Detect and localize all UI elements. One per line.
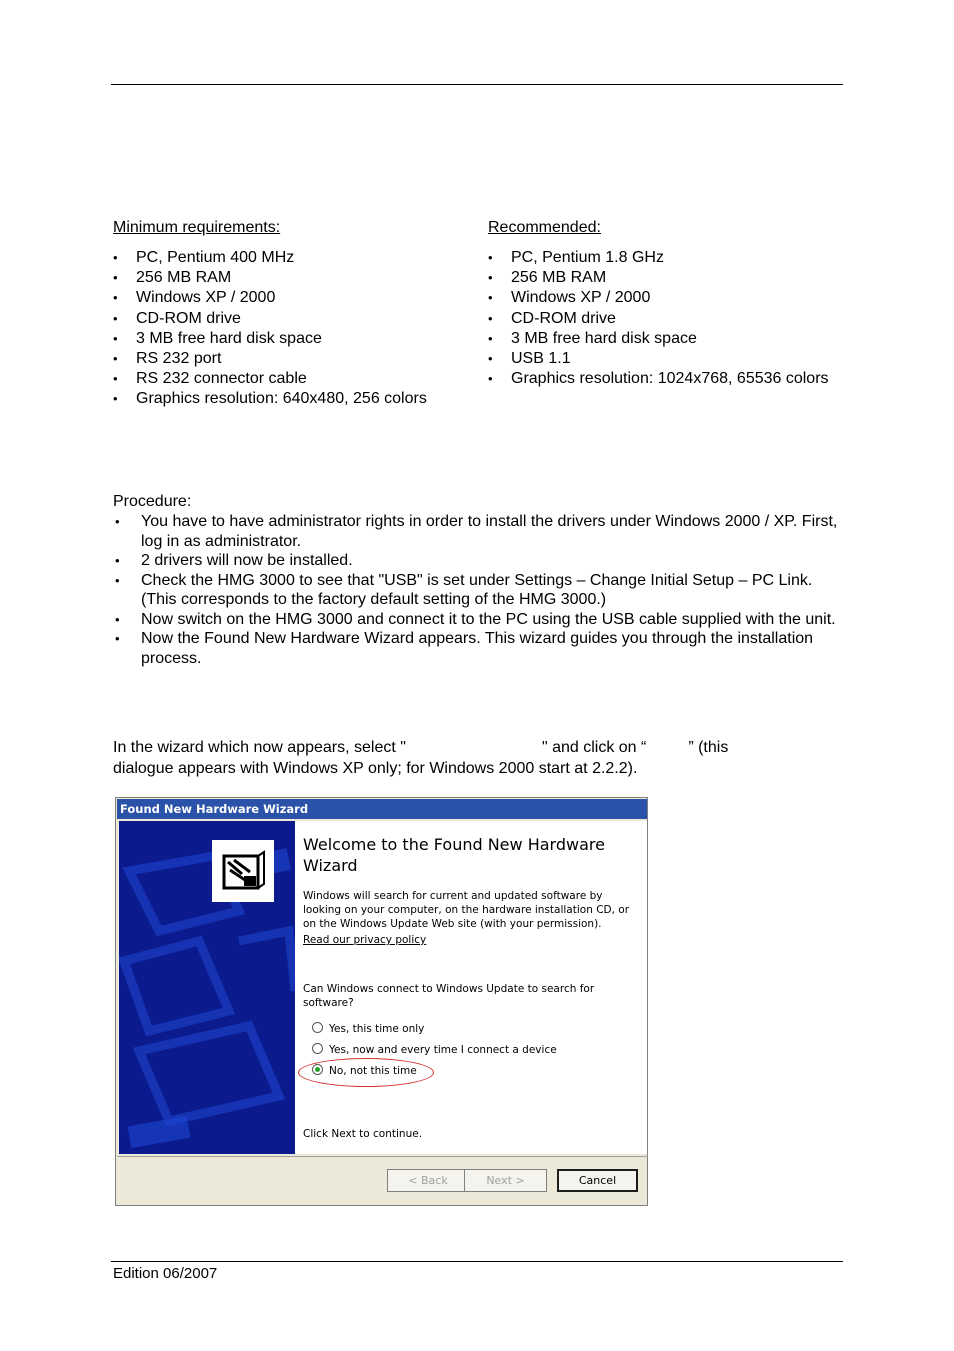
instruction-part-1: In the wizard which now appears, select " (113, 739, 406, 756)
wizard-question: Can Windows connect to Windows Update to search for software? (303, 983, 595, 1009)
recommended-requirements-list (488, 248, 829, 389)
list-item: • Check the HMG 3000 to see that "USB" is set under Settings – Change Initial Setup – PC Link. (This corresponds to the factory default setting of the HMG 3000.) (113, 571, 848, 610)
wizard-intro-text: Windows will search for current and updated software by looking on your computer, on the hardware installation CD, or on the Windows Update Web site (with your permission). (303, 890, 630, 930)
minimum-requirements-list (113, 248, 427, 410)
list-item: • CD-ROM drive (488, 309, 829, 329)
list-item: • USB 1.1 (488, 349, 829, 369)
instruction-part-3: ” (this (688, 739, 729, 756)
procedure-label: Procedure: (113, 493, 192, 510)
recommended-requirements-title: Recommended: (488, 219, 601, 236)
list-item: • Now switch on the HMG 3000 and connect it to the PC using the USB cable supplied with the unit. (113, 610, 848, 630)
next-button[interactable]: Next > (464, 1169, 547, 1192)
back-button[interactable]: < Back (387, 1169, 469, 1192)
radio-yes-this-time[interactable] (312, 1022, 424, 1036)
list-item: • 3 MB free hard disk space (113, 329, 427, 349)
radio-label: No, not this time (329, 1065, 417, 1077)
list-item: • You have to have administrator rights in order to install the drivers under Windows 2000 / XP. First, log in as administrator. (113, 512, 848, 551)
list-item: • Windows XP / 2000 (113, 288, 427, 308)
footer-rule (111, 1261, 843, 1262)
radio-label: Yes, now and every time I connect a device (329, 1044, 557, 1056)
list-item: • 3 MB free hard disk space (488, 329, 829, 349)
list-item: • Graphics resolution: 1024x768, 65536 colors (488, 369, 829, 389)
list-item: • 2 drivers will now be installed. (113, 551, 848, 571)
list-item: • CD-ROM drive (113, 309, 427, 329)
minimum-requirements-title: Minimum requirements: (113, 219, 281, 236)
procedure-list (113, 512, 848, 668)
list-item: • Graphics resolution: 640x480, 256 colors (113, 389, 427, 409)
highlight-circle (298, 1058, 434, 1087)
instruction-part-4: dialogue appears with Windows XP only; for Windows 2000 start at 2.2.2). (113, 760, 638, 777)
wizard-content-pane (295, 821, 647, 1154)
list-item: • Now the Found New Hardware Wizard appears. This wizard guides you through the installation process. (113, 629, 848, 668)
dialog-separator (117, 1156, 648, 1157)
privacy-policy-link[interactable]: Read our privacy policy (303, 934, 427, 946)
found-new-hardware-dialog (115, 797, 648, 1206)
radio-yes-every-time[interactable] (312, 1043, 557, 1057)
wizard-instruction (113, 737, 853, 779)
list-item: • RS 232 port (113, 349, 427, 369)
radio-button-icon (312, 1022, 323, 1033)
list-item: • PC, Pentium 400 MHz (113, 248, 427, 268)
header-rule (111, 84, 843, 85)
list-item: • 256 MB RAM (113, 268, 427, 288)
list-item: • RS 232 connector cable (113, 369, 427, 389)
wizard-footer-text: Click Next to continue. (303, 1128, 423, 1140)
wizard-heading: Welcome to the Found New Hardware Wizard (303, 835, 605, 875)
list-item: • 256 MB RAM (488, 268, 829, 288)
list-item: • PC, Pentium 1.8 GHz (488, 248, 829, 268)
cancel-button[interactable]: Cancel (557, 1169, 638, 1192)
radio-label: Yes, this time only (329, 1023, 425, 1035)
list-item: • Windows XP / 2000 (488, 288, 829, 308)
instruction-part-2: " and click on “ (541, 739, 647, 756)
edition-label: Edition 06/2007 (113, 1265, 218, 1282)
radio-button-icon (312, 1043, 323, 1054)
wizard-side-banner (119, 821, 295, 1154)
hardware-icon (212, 840, 274, 902)
dialog-title-bar: Found New Hardware Wizard (117, 799, 647, 819)
